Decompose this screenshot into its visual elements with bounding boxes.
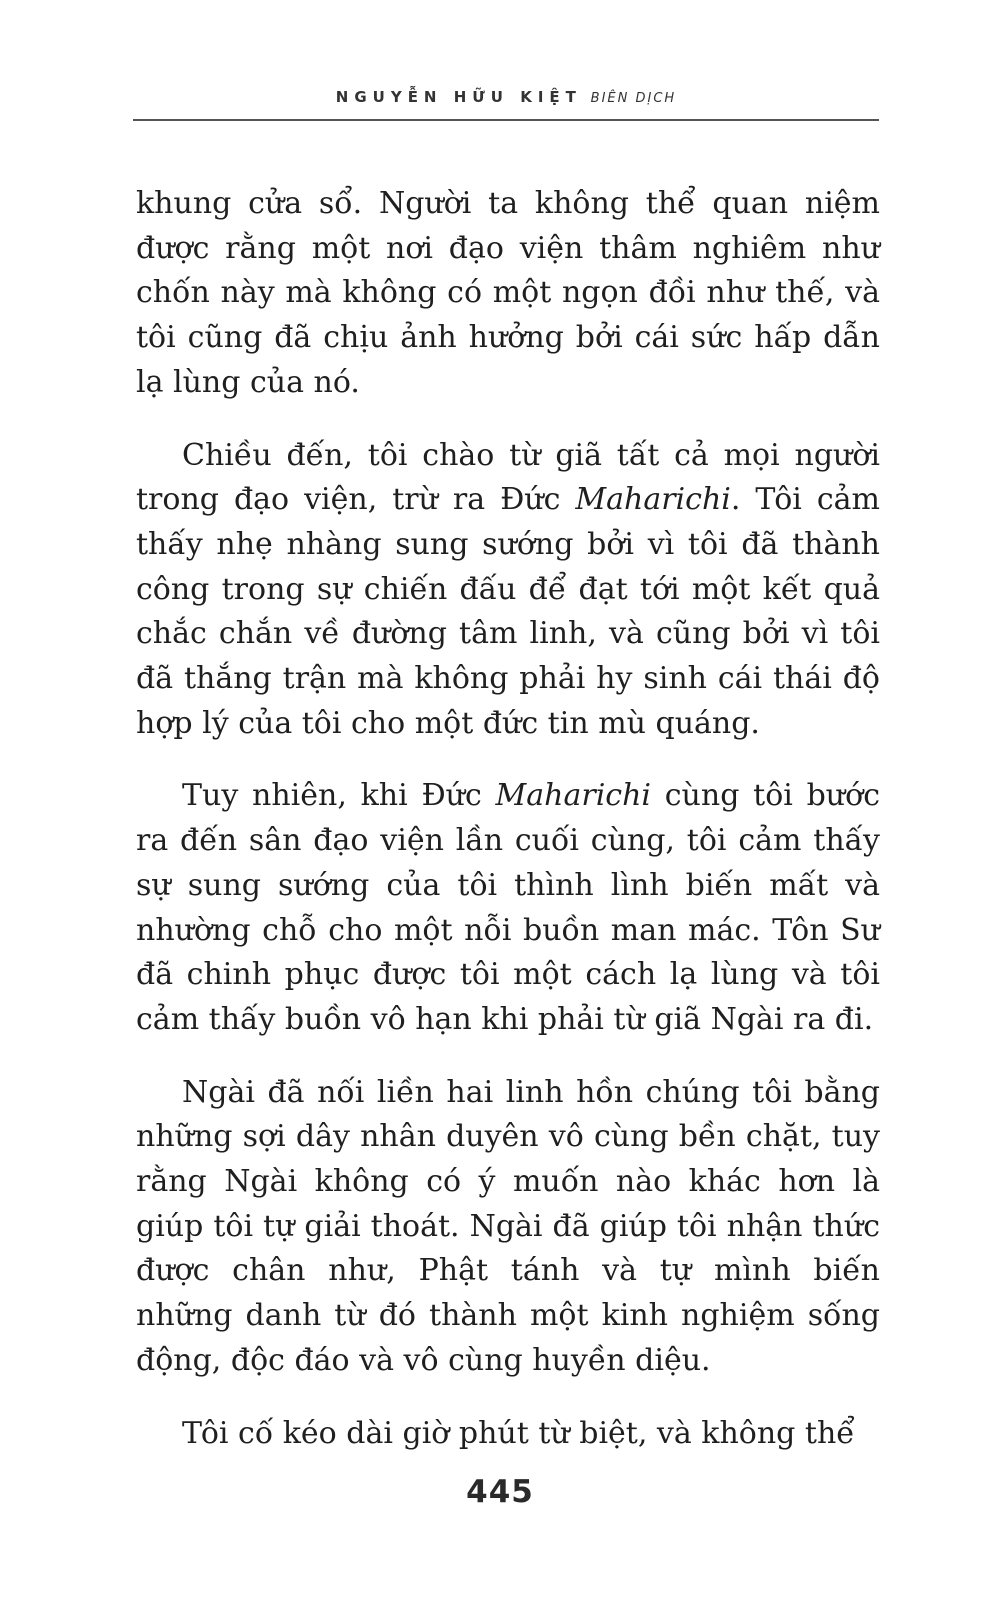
paragraph-1 xyxy=(136,182,880,406)
paragraph-3 xyxy=(136,774,880,1042)
paragraph-2 xyxy=(136,434,880,747)
paragraph-5 xyxy=(136,1412,880,1457)
paragraph-text: cùng tôi bước ra đến sân đạo viện lần cuối cùng, tôi cảm thấy sự sung sướng của tôi thình lình biến mất và nhường chỗ cho một nỗi buồn man mác. Tôn Sư đã chinh phục được tôi một cách lạ lùng và tôi cảm thấy buồn vô hạn khi phải từ giã Ngài ra đi. xyxy=(136,778,880,1037)
page-number: 445 xyxy=(466,1474,534,1510)
paragraph-4 xyxy=(136,1071,880,1384)
paragraph-text: Tuy nhiên, khi Đức xyxy=(182,778,496,814)
paragraph-text: Tôi cố kéo dài giờ phút từ biệt, và không thể xyxy=(182,1415,855,1451)
header-author: NGUYỄN HỮU KIỆT xyxy=(335,88,582,106)
paragraph-text: Ngài đã nối liền hai linh hồn chúng tôi bằng những sợi dây nhân duyên vô cùng bền chặt, tuy rằng Ngài không có ý muốn nào khác hơn là giúp tôi tự giải thoát. Ngài đã giúp tôi nhận thức được chân như, Phật tánh và tự mình biến những danh từ đó thành một kinh nghiệm sống động, độc đáo và vô cùng huyền diệu. xyxy=(136,1074,880,1378)
header-role: BIÊN DỊCH xyxy=(590,91,677,106)
body-text xyxy=(136,182,880,1484)
header-divider xyxy=(133,119,879,121)
running-header xyxy=(133,88,879,106)
paragraph-text: khung cửa sổ. Người ta không thể quan niệm được rằng một nơi đạo viện thâm nghiêm như chốn này mà không có một ngọn đồi như thế, và tôi cũng đã chịu ảnh hưởng bởi cái sức hấp dẫn lạ lùng của nó. xyxy=(136,186,880,400)
paragraph-text: . Tôi cảm thấy nhẹ nhàng sung sướng bởi vì tôi đã thành công trong sự chiến đấu để đạt tới một kết quả chắc chắn về đường tâm linh, và cũng bởi vì tôi đã thắng trận mà không phải hy sinh cái thái độ hợp lý của tôi cho một đức tin mù quáng. xyxy=(136,482,880,741)
paragraph-text: Chiều đến, tôi chào từ giã tất cả mọi người trong đạo viện, trừ ra Đức xyxy=(136,437,880,518)
paragraph-emphasis: Maharichi xyxy=(495,778,652,814)
paragraph-emphasis: Maharichi xyxy=(575,482,731,518)
